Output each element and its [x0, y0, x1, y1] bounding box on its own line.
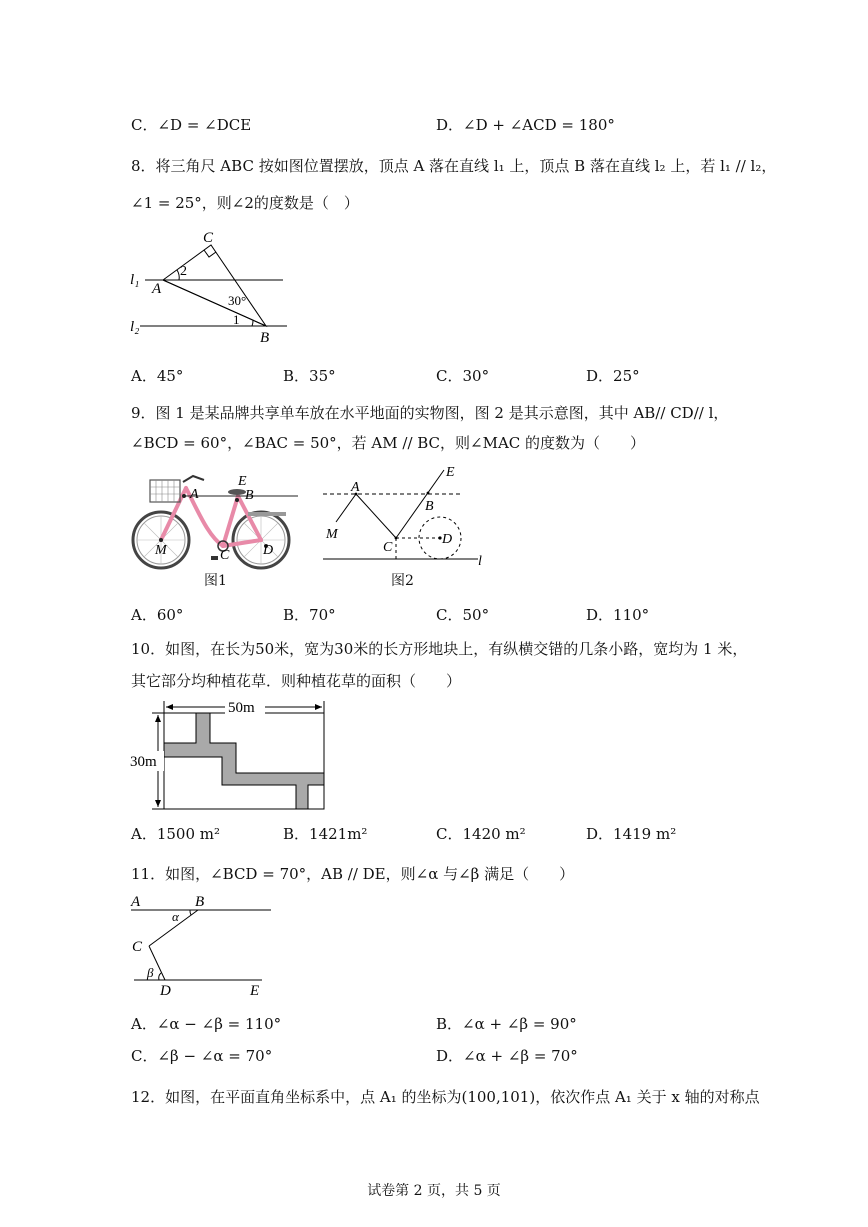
q9-fig2-label-l: l — [478, 554, 482, 569]
q10-figure — [128, 697, 328, 813]
q9-fig1-label-e: E — [238, 474, 247, 489]
q11-option-d: D．∠α + ∠β = 70° — [436, 1047, 578, 1065]
q7-option-d: D．∠D + ∠ACD = 180° — [436, 116, 615, 134]
q9-stem-line2: ∠BCD = 60°，∠BAC = 50°，若 AM // BC，则∠MAC 的度数为（ ） — [131, 434, 646, 452]
q10-option-b: B．1421m² — [283, 825, 368, 843]
q11-option-a: A．∠α − ∠β = 110° — [131, 1015, 282, 1033]
q9-schematic — [318, 462, 490, 572]
q9-bicycle-photo — [128, 466, 298, 570]
q10-stem-line1: 10．如图，在长为50米，宽为30米的长方形地块上，有纵横交错的几条小路，宽均为 1 米， — [131, 640, 748, 658]
q8-figure — [125, 225, 295, 347]
q9-option-b: B．70° — [283, 606, 336, 624]
q9-fig1-label-m: M — [155, 543, 167, 558]
q12-stem: 12．如图，在平面直角坐标系中，点 A₁ 的坐标为(100,101)，依次作点 A₁ 关于 x 轴的对称点 — [131, 1088, 760, 1106]
q9-fig1-label-c: C — [220, 548, 230, 563]
q8-option-d: D．25° — [586, 367, 640, 385]
q11-label-c: C — [132, 939, 143, 955]
page-footer: 试卷第 2 页，共 5 页 — [367, 1183, 501, 1199]
q8-label-l1: l₁ — [130, 272, 140, 288]
q10-stem-line2: 其它部分均种植花草．则种植花草的面积（ ） — [131, 672, 462, 690]
q8-label-angle1: 1 — [233, 312, 240, 327]
q9-option-a: A．60° — [131, 606, 184, 624]
q8-option-b: B．35° — [283, 367, 336, 385]
q9-fig2-label-m: M — [326, 527, 338, 542]
q9-fig2-label-c: C — [383, 540, 393, 555]
q8-option-c: C．30° — [436, 367, 490, 385]
q8-stem-line1: 8．将三角尺 ABC 按如图位置摆放，顶点 A 落在直线 l₁ 上，顶点 B 落在直线 l₂ 上，若 l₁ // l₂， — [131, 157, 777, 175]
q9-fig1-caption: 图1 — [204, 573, 227, 589]
q8-stem-line2: ∠1 = 25°，则∠2的度数是（ ） — [131, 194, 359, 212]
q8-label-c: C — [203, 230, 214, 246]
q11-option-c: C．∠β − ∠α = 70° — [131, 1047, 273, 1065]
q10-label-length: 50m — [228, 700, 255, 716]
q11-label-alpha: α — [172, 909, 179, 924]
q9-fig1-label-a: A — [190, 487, 199, 502]
q11-figure — [128, 890, 278, 1002]
q10-option-c: C．1420 m² — [436, 825, 526, 843]
q8-label-angle30: 30° — [228, 293, 247, 308]
q9-fig1-label-b: B — [245, 488, 254, 503]
q9-option-c: C．50° — [436, 606, 490, 624]
q11-label-e: E — [250, 983, 260, 999]
q10-option-d: D．1419 m² — [586, 825, 677, 843]
q9-option-d: D．110° — [586, 606, 650, 624]
q7-option-c: C．∠D = ∠DCE — [131, 116, 252, 134]
q11-stem: 11．如图，∠BCD = 70°，AB // DE，则∠α 与∠β 满足（ ） — [131, 865, 575, 883]
q11-option-b: B．∠α + ∠β = 90° — [436, 1015, 577, 1033]
q8-label-a: A — [152, 281, 162, 297]
q9-fig2-label-e: E — [446, 465, 455, 480]
q10-option-a: A．1500 m² — [131, 825, 221, 843]
q8-label-l2: l₂ — [130, 319, 140, 335]
q9-stem-line1: 9．图 1 是某品牌共享单车放在水平地面的实物图，图 2 是其示意图，其中 AB// CD// l， — [131, 404, 729, 422]
q9-fig1-label-d: D — [263, 543, 274, 558]
q10-label-width: 30m — [130, 754, 157, 770]
q8-option-a: A．45° — [131, 367, 184, 385]
q8-label-b: B — [260, 330, 270, 346]
q11-label-d: D — [160, 983, 171, 999]
q8-label-angle2: 2 — [180, 264, 187, 279]
q11-label-b: B — [195, 894, 205, 910]
q9-fig2-label-b: B — [425, 499, 434, 514]
q9-fig2-label-a: A — [351, 480, 360, 495]
q11-label-beta: β — [147, 965, 154, 980]
q9-fig2-caption: 图2 — [391, 573, 414, 589]
q11-label-a: A — [131, 894, 141, 910]
q9-fig2-label-d: D — [442, 532, 453, 547]
